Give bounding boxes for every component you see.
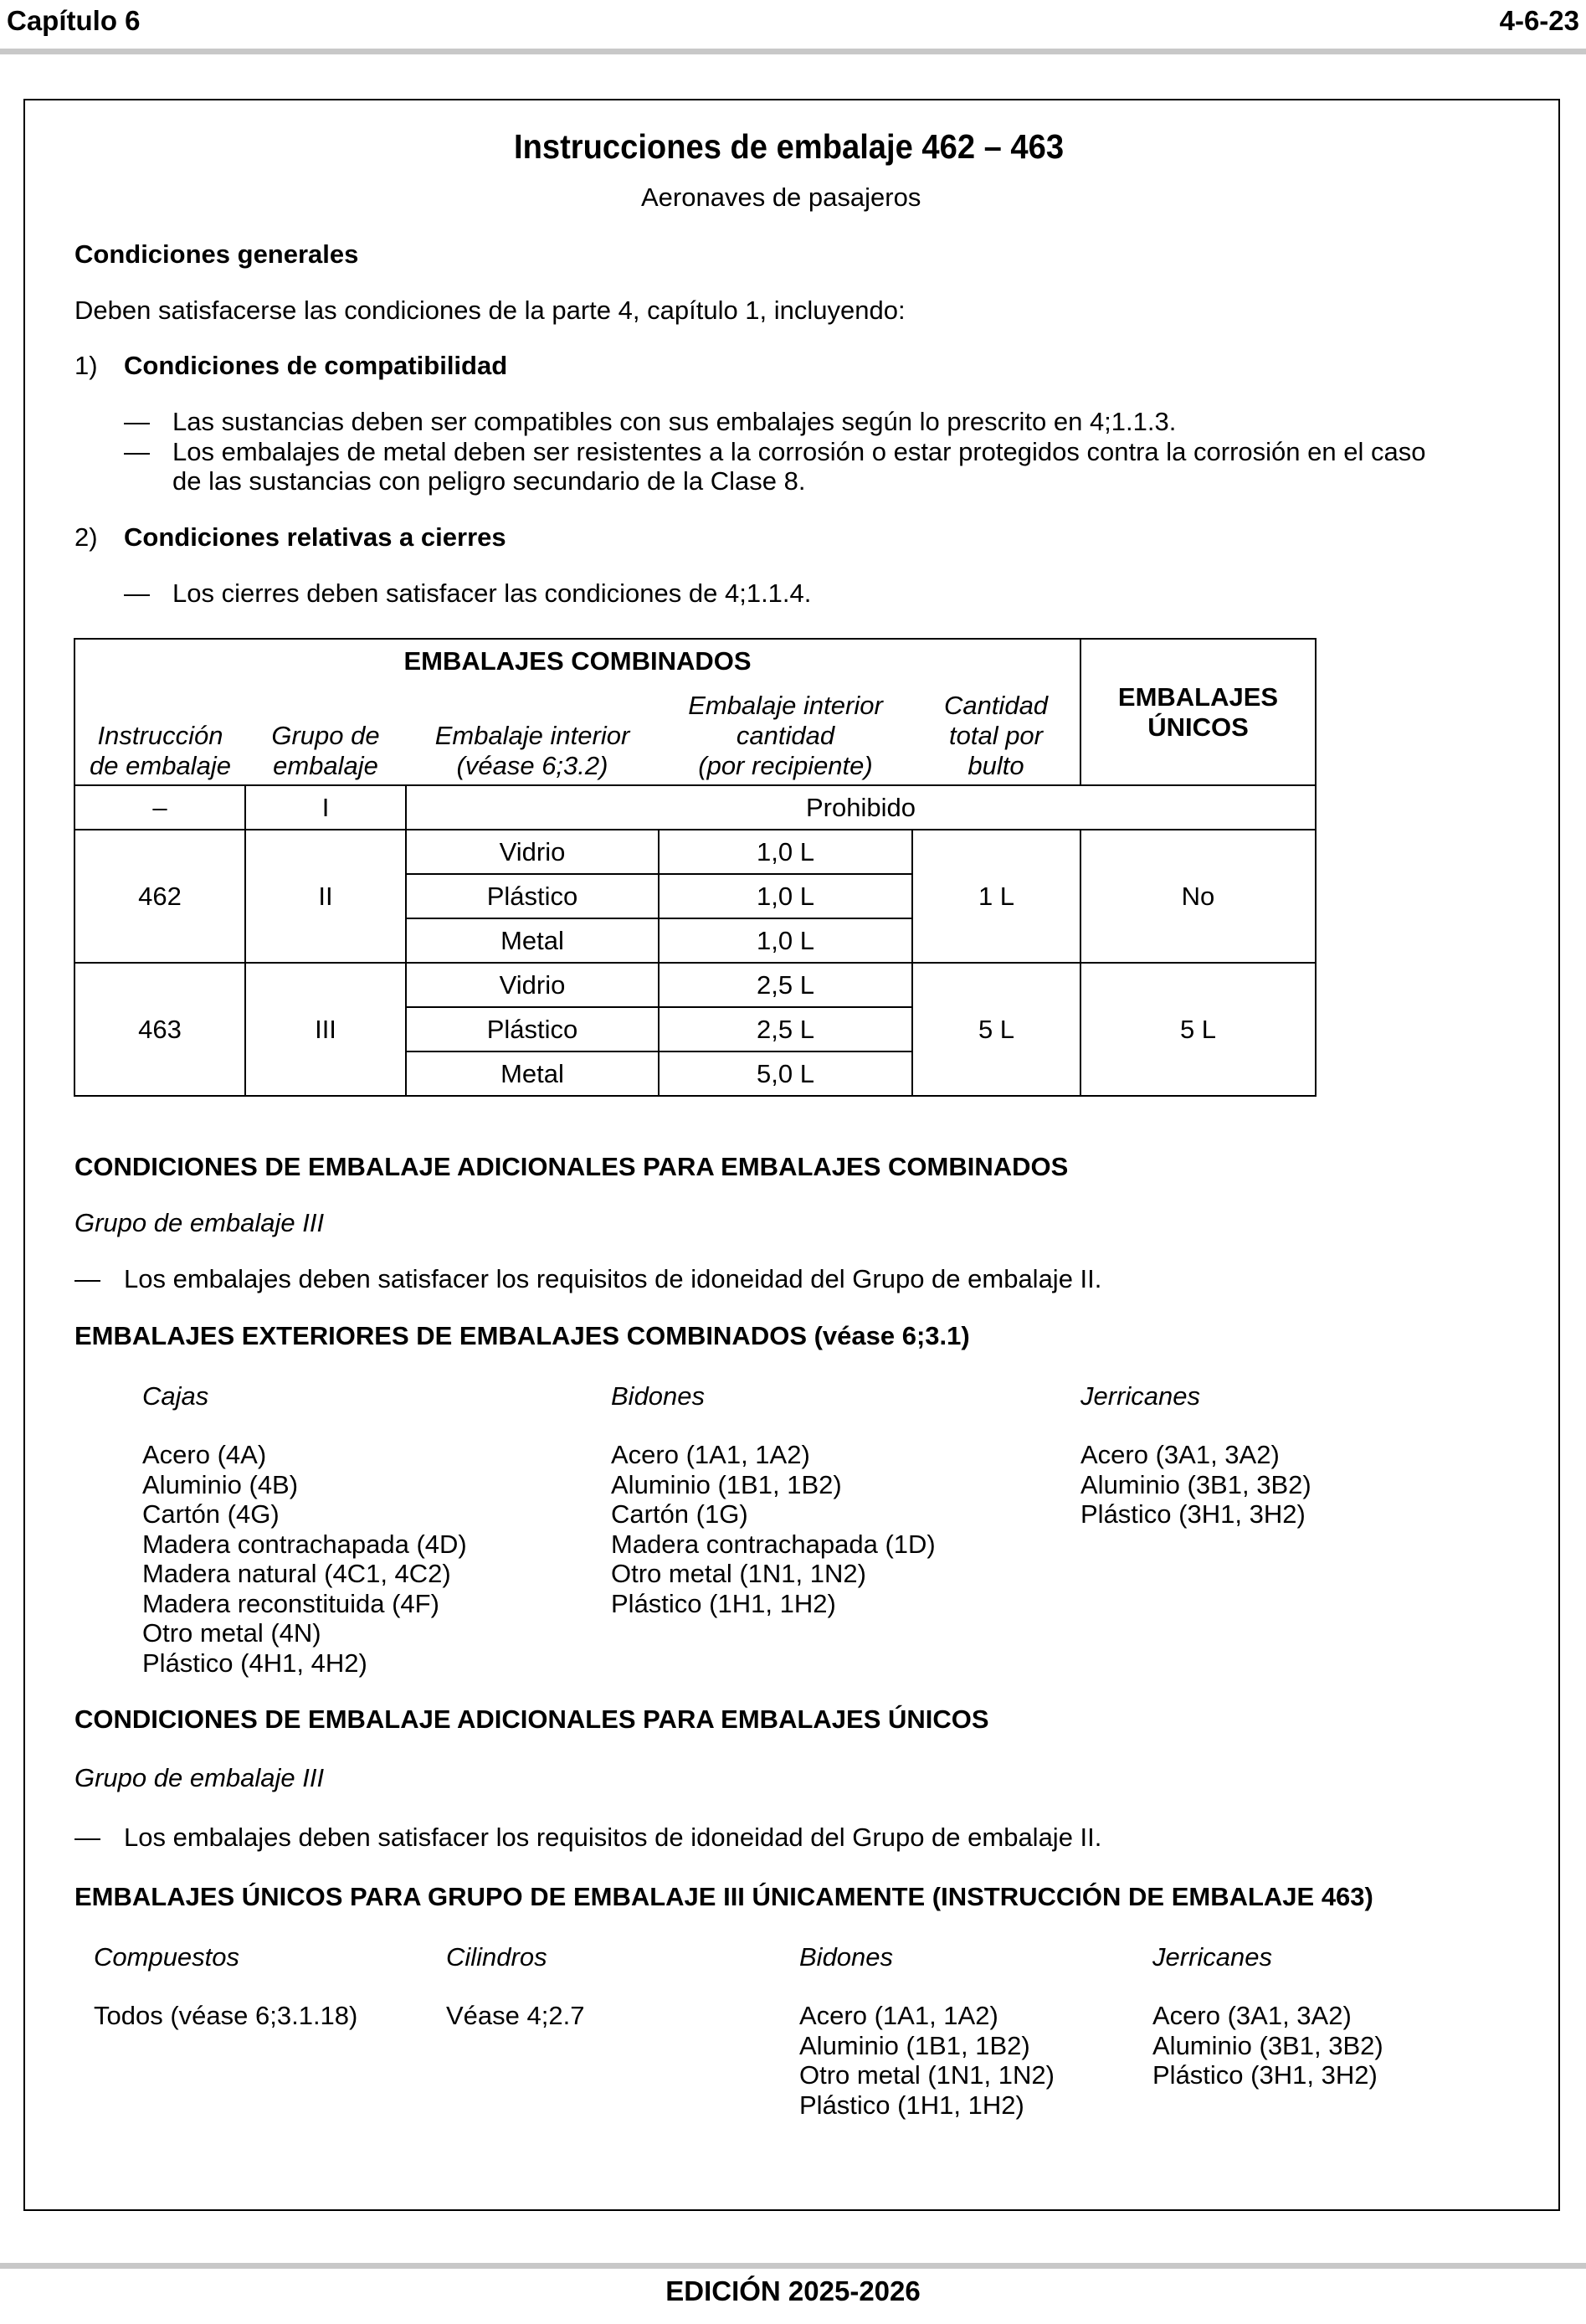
list-item: Madera contrachapada (1D)	[611, 1529, 936, 1559]
row462-qty: 1,0 L	[659, 874, 912, 918]
header-line: total por	[948, 721, 1043, 750]
list-item: Cartón (4G)	[142, 1499, 280, 1529]
row462-total: 1 L	[912, 830, 1080, 963]
add-combined-text: Los embalajes deben satisfacer los requisitos de idoneidad del Grupo de embalaje II.	[124, 1264, 1102, 1293]
add-single-heading: CONDICIONES DE EMBALAJE ADICIONALES PARA EMBALAJES ÚNICOS	[74, 1704, 989, 1734]
dash-marker: —	[74, 1823, 100, 1852]
single-col-list	[446, 2001, 584, 2031]
row462-inner: Vidrio	[406, 830, 659, 874]
general-heading: Condiciones generales	[74, 239, 359, 269]
outer-heading: EMBALAJES EXTERIORES DE EMBALAJES COMBINADOS (véase 6;3.1)	[74, 1321, 970, 1350]
list-item: Otro metal (1N1, 1N2)	[799, 2060, 1055, 2090]
list-item: Plástico (3H1, 3H2)	[1080, 1499, 1306, 1529]
forbidden-text: Prohibido	[406, 785, 1316, 830]
list-item: Plástico (1H1, 1H2)	[611, 1588, 836, 1618]
row462-inner: Metal	[406, 918, 659, 963]
outer-col-list	[611, 1440, 936, 1618]
header-line: de embalaje	[90, 751, 231, 780]
header-line: (véase 6;3.2)	[456, 751, 608, 780]
item1-bullet-2-cont: de las sustancias con peligro secundario de la Clase 8.	[172, 466, 806, 496]
add-combined-group: Grupo de embalaje III	[74, 1208, 325, 1237]
list-item: Acero (1A1, 1A2)	[799, 2001, 998, 2030]
single-col-title: Jerricanes	[1152, 1942, 1272, 1972]
header-line: cantidad	[736, 721, 835, 750]
packing-table	[74, 638, 1317, 1097]
row462-single: No	[1080, 830, 1316, 963]
item2-title: Condiciones relativas a cierres	[124, 522, 506, 552]
general-intro: Deben satisfacerse las condiciones de la parte 4, capítulo 1, incluyendo:	[74, 296, 906, 325]
add-single-group: Grupo de embalaje III	[74, 1763, 325, 1792]
list-item: Plástico (4H1, 4H2)	[142, 1648, 367, 1678]
row463-single: 5 L	[1080, 963, 1316, 1096]
row463-group: III	[245, 963, 406, 1096]
list-item: Madera natural (4C1, 4C2)	[142, 1559, 451, 1588]
list-item: Acero (4A)	[142, 1440, 267, 1469]
list-item: Acero (1A1, 1A2)	[611, 1440, 810, 1469]
combined-header: EMBALAJES COMBINADOS	[74, 639, 1080, 683]
row462-qty: 1,0 L	[659, 830, 912, 874]
row463-inner: Vidrio	[406, 963, 659, 1007]
list-item: Plástico (1H1, 1H2)	[799, 2090, 1024, 2120]
outer-col-title: Jerricanes	[1080, 1381, 1200, 1411]
header-line: Embalaje interior	[688, 691, 883, 720]
header-line: bulto	[968, 751, 1024, 780]
header-line: Instrucción	[97, 721, 223, 750]
dash-marker: —	[124, 578, 150, 608]
item1-bullet-2: Los embalajes de metal deben ser resistentes a la corrosión o estar protegidos contra la corrosión en el caso	[172, 437, 1426, 466]
page-title: Instrucciones de embalaje 462 – 463	[514, 127, 1065, 166]
chapter-label: Capítulo 6	[7, 5, 141, 36]
row462-group: II	[245, 830, 406, 963]
header-line: Embalaje interior	[434, 721, 630, 750]
col-inner-header	[406, 683, 659, 785]
single-header-line: EMBALAJES	[1117, 681, 1279, 712]
item2-number: 2)	[74, 522, 98, 552]
single-col-title: Compuestos	[94, 1942, 240, 1972]
row463-instr: 463	[74, 963, 245, 1096]
single-header-line: ÚNICOS	[1147, 712, 1249, 742]
row463-qty: 2,5 L	[659, 1007, 912, 1051]
single-header	[1080, 639, 1316, 785]
list-item: Todos (véase 6;3.1.18)	[94, 2001, 358, 2030]
row463-inner: Metal	[406, 1051, 659, 1096]
item2-bullet-1: Los cierres deben satisfacer las condiciones de 4;1.1.4.	[172, 578, 812, 608]
list-item: Plástico (3H1, 3H2)	[1152, 2060, 1378, 2090]
list-item: Aluminio (1B1, 1B2)	[799, 2030, 1030, 2060]
single-col-list	[1152, 2001, 1383, 2090]
dash-marker: —	[124, 437, 150, 466]
header-line: embalaje	[273, 751, 378, 780]
edition-footer: EDICIÓN 2025-2026	[665, 2275, 921, 2306]
list-item: Aluminio (3B1, 3B2)	[1152, 2030, 1383, 2060]
col-instr-header	[74, 683, 245, 785]
row462-instr: 462	[74, 830, 245, 963]
forbidden-instr: –	[74, 785, 245, 830]
item1-number: 1)	[74, 351, 98, 380]
single-col-title: Bidones	[799, 1942, 894, 1972]
list-item: Véase 4;2.7	[446, 2001, 585, 2030]
forbidden-group: I	[245, 785, 406, 830]
outer-col-title: Cajas	[142, 1381, 209, 1411]
list-item: Cartón (1G)	[611, 1499, 748, 1529]
row463-total: 5 L	[912, 963, 1080, 1096]
col-group-header	[245, 683, 406, 785]
outer-col-list	[1080, 1440, 1311, 1530]
add-combined-heading: CONDICIONES DE EMBALAJE ADICIONALES PARA EMBALAJES COMBINADOS	[74, 1152, 1069, 1181]
single-heading: EMBALAJES ÚNICOS PARA GRUPO DE EMBALAJE III ÚNICAMENTE (INSTRUCCIÓN DE EMBALAJE 463)	[74, 1882, 1373, 1911]
row462-qty: 1,0 L	[659, 918, 912, 963]
page-subtitle: Aeronaves de pasajeros	[641, 183, 921, 212]
header-rule	[0, 49, 1586, 54]
list-item: Acero (3A1, 3A2)	[1152, 2001, 1352, 2030]
dash-marker: —	[124, 407, 150, 436]
row463-inner: Plástico	[406, 1007, 659, 1051]
add-single-text: Los embalajes deben satisfacer los requisitos de idoneidad del Grupo de embalaje II.	[124, 1823, 1102, 1852]
row463-qty: 2,5 L	[659, 963, 912, 1007]
header-line: (por recipiente)	[698, 751, 873, 780]
list-item: Madera reconstituida (4F)	[142, 1588, 439, 1618]
header-line: Cantidad	[943, 691, 1049, 720]
dash-marker: —	[74, 1264, 100, 1293]
list-item: Acero (3A1, 3A2)	[1080, 1440, 1280, 1469]
list-item: Otro metal (4N)	[142, 1618, 321, 1648]
list-item: Aluminio (3B1, 3B2)	[1080, 1469, 1311, 1499]
single-col-list	[799, 2001, 1055, 2120]
single-col-title: Cilindros	[446, 1942, 547, 1972]
list-item: Madera contrachapada (4D)	[142, 1529, 467, 1559]
outer-col-title: Bidones	[611, 1381, 706, 1411]
col-qty-header	[659, 683, 912, 785]
item1-title: Condiciones de compatibilidad	[124, 351, 508, 380]
item1-bullet-1: Las sustancias deben ser compatibles con sus embalajes según lo prescrito en 4;1.1.3.	[172, 407, 1177, 436]
outer-col-list	[142, 1440, 467, 1678]
row463-qty: 5,0 L	[659, 1051, 912, 1096]
header-line: Grupo de	[271, 721, 380, 750]
page-number: 4-6-23	[1499, 5, 1579, 36]
list-item: Otro metal (1N1, 1N2)	[611, 1559, 866, 1588]
list-item: Aluminio (1B1, 1B2)	[611, 1469, 842, 1499]
row462-inner: Plástico	[406, 874, 659, 918]
footer-rule	[0, 2263, 1586, 2269]
col-total-header	[912, 683, 1080, 785]
single-col-list	[94, 2001, 357, 2031]
list-item: Aluminio (4B)	[142, 1469, 299, 1499]
